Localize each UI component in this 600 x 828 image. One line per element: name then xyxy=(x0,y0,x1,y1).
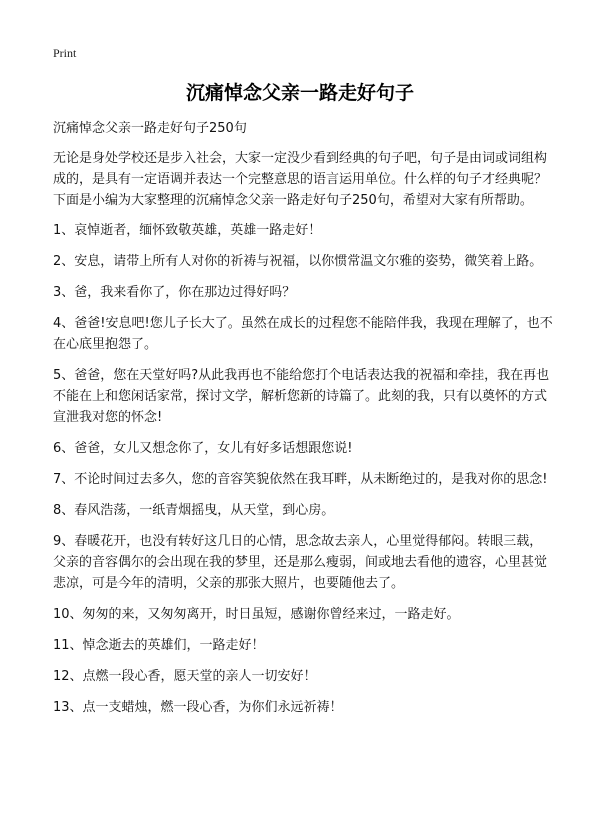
quote-item: 6、爸爸，女儿又想念你了，女儿有好多话想跟您说! xyxy=(53,441,353,456)
quote-item: 7、不论时间过去多久，您的音容笑貌依然在我耳畔，从未断绝过的，是我对你的思念! xyxy=(53,472,548,487)
quote-list xyxy=(53,220,553,718)
quote-item: 4、爸爸!安息吧!您儿子长大了。虽然在成长的过程您不能陪伴我，我现在理解了，也不在心底里抱怨了。 xyxy=(53,316,553,352)
intro-paragraph: 无论是身处学校还是步入社会，大家一定没少看到经典的句子吧，句子是由词或词组构成的，是具有一定语调并表达一个完整意思的语言运用单位。什么样的句子才经典呢？下面是小编为大家整理的沉痛悼念父亲一路走好句子250句，希望对大家有所帮助。 xyxy=(53,151,548,208)
quote-item: 10、匆匆的来，又匆匆离开，时日虽短，感谢你曾经来过，一路走好。 xyxy=(53,607,460,622)
quote-item: 11、悼念逝去的英雄们，一路走好！ xyxy=(53,638,265,653)
quote-item: 12、点燃一段心香，愿天堂的亲人一切安好！ xyxy=(53,669,317,684)
quote-item: 13、点一支蜡烛，燃一段心香，为你们永远祈祷！ xyxy=(53,700,343,715)
quote-item: 9、春暖花开，也没有转好这几日的心情，思念故去亲人，心里觉得郁闷。转眼三载，父亲的音容偶尔的会出现在我的梦里，还是那么瘦弱，间或地去看他的遗容，心里甚觉悲凉，可是今年的清明，父亲的那张大照片，也要随他去了。 xyxy=(53,534,548,591)
print-link[interactable]: Print xyxy=(53,46,77,60)
page-title: 沉痛悼念父亲一路走好句子 xyxy=(185,82,414,104)
article-body xyxy=(53,118,553,728)
quote-item: 3、爸，我来看你了，你在那边过得好吗？ xyxy=(53,285,296,300)
quote-item: 2、安息，请带上所有人对你的祈祷与祝福，以你惯常温文尔雅的姿势，微笑着上路。 xyxy=(53,254,543,269)
article-subtitle: 沉痛悼念父亲一路走好句子250句 xyxy=(53,121,247,136)
quote-item: 1、哀悼逝者，缅怀致敬英雄，英雄一路走好！ xyxy=(53,223,322,238)
quote-item: 5、爸爸，您在天堂好吗?从此我再也不能给您打个电话表达我的祝福和牵挂，我在再也不能在上和您闲话家常，探讨文学，解析您新的诗篇了。此刻的我，只有以奠怀的方式宣泄我对您的怀念! xyxy=(53,368,550,425)
quote-item: 8、春风浩荡，一纸青烟摇曳，从天堂，到心房。 xyxy=(53,503,335,518)
